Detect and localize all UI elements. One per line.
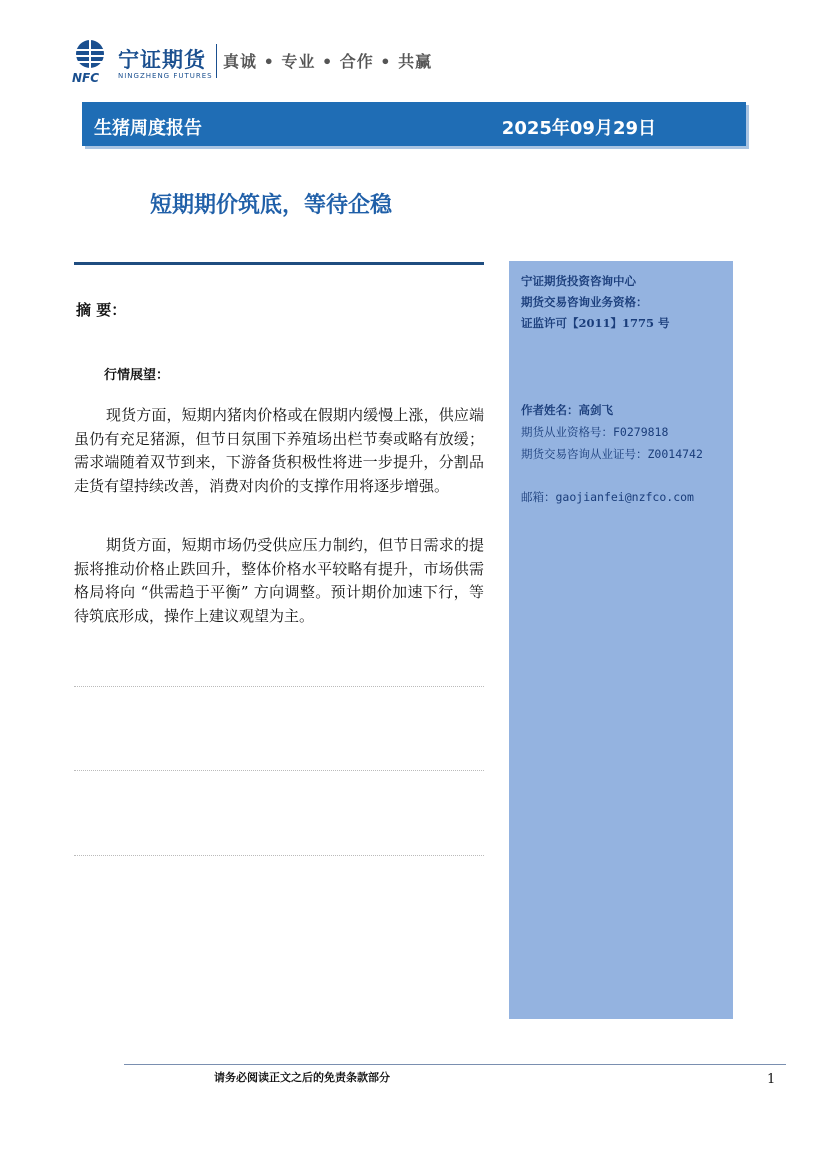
- info-sidebar: [509, 261, 733, 1019]
- section-divider: [74, 262, 484, 265]
- report-headline: 短期期价筑底，等待企稳: [150, 193, 393, 218]
- outlook-label: 行情展望：: [104, 368, 170, 383]
- footer-disclaimer: 请务必阅读正文之后的免责条款部分: [214, 1071, 390, 1084]
- abstract-label: 摘 要：: [76, 301, 127, 319]
- logo-english-name: NINGZHENG FUTURES: [118, 72, 213, 80]
- report-type-title: 生猪周度报告: [94, 118, 202, 139]
- dotted-divider: [74, 855, 484, 856]
- sidebar-author: 作者姓名：高剑飞: [521, 403, 613, 417]
- logo-nfc-text: NFC: [72, 71, 100, 85]
- sidebar-license: 证监许可【2011】1775 号: [521, 316, 670, 330]
- sidebar-qualification: 期货交易咨询业务资格：: [521, 295, 648, 309]
- footer-divider: [124, 1064, 786, 1065]
- spot-market-paragraph: 现货方面，短期内猪肉价格或在假期内缓慢上涨，供应端虽仍有充足猪源，但节日氛围下养殖场出栏节奏或略有放缓；需求端随着双节到来，下游备货积极性将进一步提升，分割品走货有望持续改善，消费对肉价的支撑作用将逐步增强。: [74, 406, 484, 495]
- sidebar-org: 宁证期货投资咨询中心: [521, 274, 636, 288]
- report-banner: [82, 102, 746, 146]
- futures-market-paragraph: 期货方面，短期市场仍受供应压力制约，但节日需求的提振将推动价格止跌回升，整体价格水平较略有提升，市场供需格局将向 “供需趋于平衡” 方向调整。预计期价加速下行，等待筑底形成，操作上建议观望为主。: [74, 536, 484, 625]
- sidebar-email: 邮箱：gaojianfei@nzfco.com: [521, 490, 694, 504]
- sidebar-cert-2: 期货交易咨询从业证号：Z0014742: [521, 447, 703, 461]
- logo-divider: [216, 44, 217, 78]
- dotted-divider: [74, 770, 484, 771]
- page-number: 1: [767, 1072, 776, 1087]
- dotted-divider: [74, 686, 484, 687]
- company-logo: [68, 38, 218, 84]
- logo-chinese-name: 宁证期货: [118, 48, 206, 72]
- sidebar-cert-1: 期货从业资格号：F0279818: [521, 425, 669, 439]
- company-slogan: 真诚 • 专业 • 合作 • 共赢: [223, 52, 433, 71]
- report-date: 2025年09月29日: [501, 118, 656, 139]
